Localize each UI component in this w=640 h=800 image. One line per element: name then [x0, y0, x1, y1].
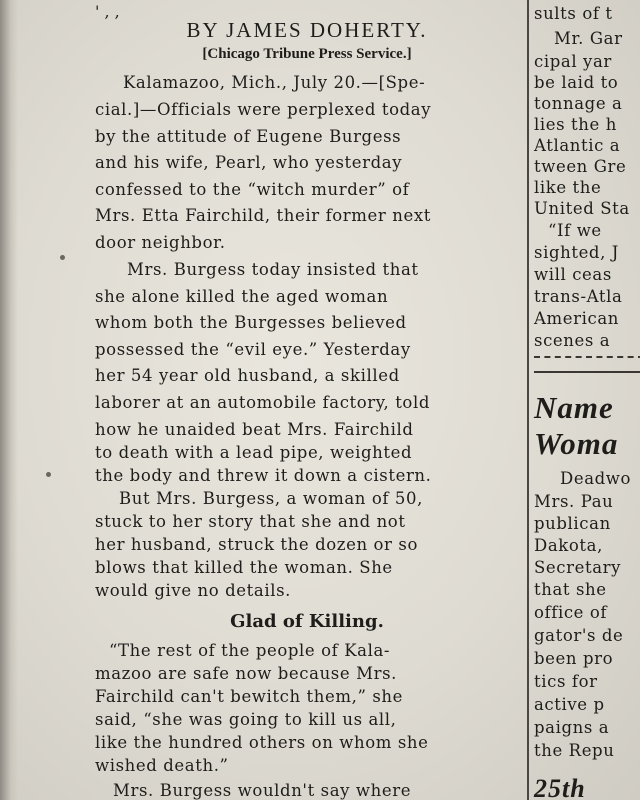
article-line: Kalamazoo, Mich., July 20.—[Spe- [123, 73, 426, 92]
adjacent-line: trans-Atla [534, 287, 623, 306]
article-line: Mrs. Burgess today insisted that [127, 260, 419, 279]
article-line: “The rest of the people of Kala- [109, 641, 391, 660]
article-line: stuck to her story that she and not [95, 512, 406, 531]
adjacent-line: Dakota, [534, 536, 603, 555]
adjacent-line: Atlantic a [534, 136, 621, 155]
article-line: cial.]—Officials were perplexed today [95, 100, 432, 119]
adjacent-line: lies the h [534, 115, 617, 134]
article-line: her husband, struck the dozen or so [95, 535, 418, 554]
press-service-credit: [Chicago Tribune Press Service.] [202, 46, 412, 62]
article-line: door neighbor. [95, 233, 226, 252]
adjacent-line: been pro [534, 649, 614, 668]
adjacent-bottom-headline: 25th [534, 774, 586, 800]
article-line: possessed the “evil eye.” Yesterday [95, 340, 411, 359]
adjacent-line: Mrs. Pau [534, 492, 614, 511]
article-line: But Mrs. Burgess, a woman of 50, [119, 489, 423, 508]
adjacent-line: scenes a [534, 331, 611, 350]
page-edge-shadow [0, 0, 18, 800]
adjacent-line: publican [534, 514, 611, 533]
article-line: blows that killed the woman. She [95, 558, 393, 577]
article-line: said, “she was going to kill us all, [95, 710, 397, 729]
article-line: mazoo are safe now because Mrs. [95, 664, 397, 683]
adjacent-line: sighted, J [534, 243, 619, 262]
adjacent-line: paigns a [534, 718, 610, 737]
adjacent-line: gator's de [534, 626, 624, 645]
adjacent-headline: Woma [534, 426, 619, 461]
article-line: Fairchild can't bewitch them,” she [95, 687, 403, 706]
adjacent-line: American [534, 309, 619, 328]
article-subhead: Glad of Killing. [230, 611, 384, 632]
adjacent-line: the Repu [534, 741, 615, 760]
article-line: would give no details. [95, 581, 292, 600]
article-line: to death with a lead pipe, weighted [95, 443, 413, 462]
section-rule [534, 356, 640, 358]
adjacent-line: Deadwo [560, 469, 632, 488]
adjacent-line: like the [534, 178, 602, 197]
article-line: wished death.” [95, 756, 229, 775]
adjacent-line: tonnage a [534, 94, 623, 113]
adjacent-line: cipal yar [534, 52, 612, 71]
article-line: her 54 year old husband, a skilled [95, 366, 400, 385]
column-rule [527, 0, 529, 800]
article-line: whom both the Burgesses believed [95, 313, 407, 332]
article-line: she alone killed the aged woman [95, 287, 389, 306]
paper-speck [60, 255, 65, 260]
article-line: Mrs. Etta Fairchild, their former next [95, 206, 431, 225]
article-line: by the attitude of Eugene Burgess [95, 127, 402, 146]
article-line: laborer at an automobile factory, told [95, 393, 431, 412]
article-line: how he unaided beat Mrs. Fairchild [95, 420, 414, 439]
article-line: like the hundred others on whom she [95, 733, 429, 752]
top-fragment: ' , , [95, 2, 120, 21]
article-line: and his wife, Pearl, who yesterday [95, 153, 403, 172]
adjacent-line: office of [534, 603, 608, 622]
byline: BY JAMES DOHERTY. [186, 18, 428, 42]
adjacent-line: United Sta [534, 199, 630, 218]
adjacent-line: will ceas [534, 265, 612, 284]
adjacent-line: tics for [534, 672, 598, 691]
adjacent-line: tween Gre [534, 157, 627, 176]
adjacent-line: that she [534, 580, 607, 599]
adjacent-line: be laid to [534, 73, 619, 92]
section-rule [534, 371, 640, 373]
article-line: confessed to the “witch murder” of [95, 180, 410, 199]
adjacent-line: sults of t [534, 4, 613, 23]
adjacent-headline: Name [534, 390, 614, 425]
article-line: the body and threw it down a cistern. [95, 466, 432, 485]
article-line: Mrs. Burgess wouldn't say where [113, 781, 412, 800]
adjacent-line: Mr. Gar [554, 29, 623, 48]
adjacent-line: Secretary [534, 558, 622, 577]
adjacent-line: “If we [548, 221, 602, 240]
adjacent-line: active p [534, 695, 605, 714]
paper-speck [46, 472, 51, 477]
